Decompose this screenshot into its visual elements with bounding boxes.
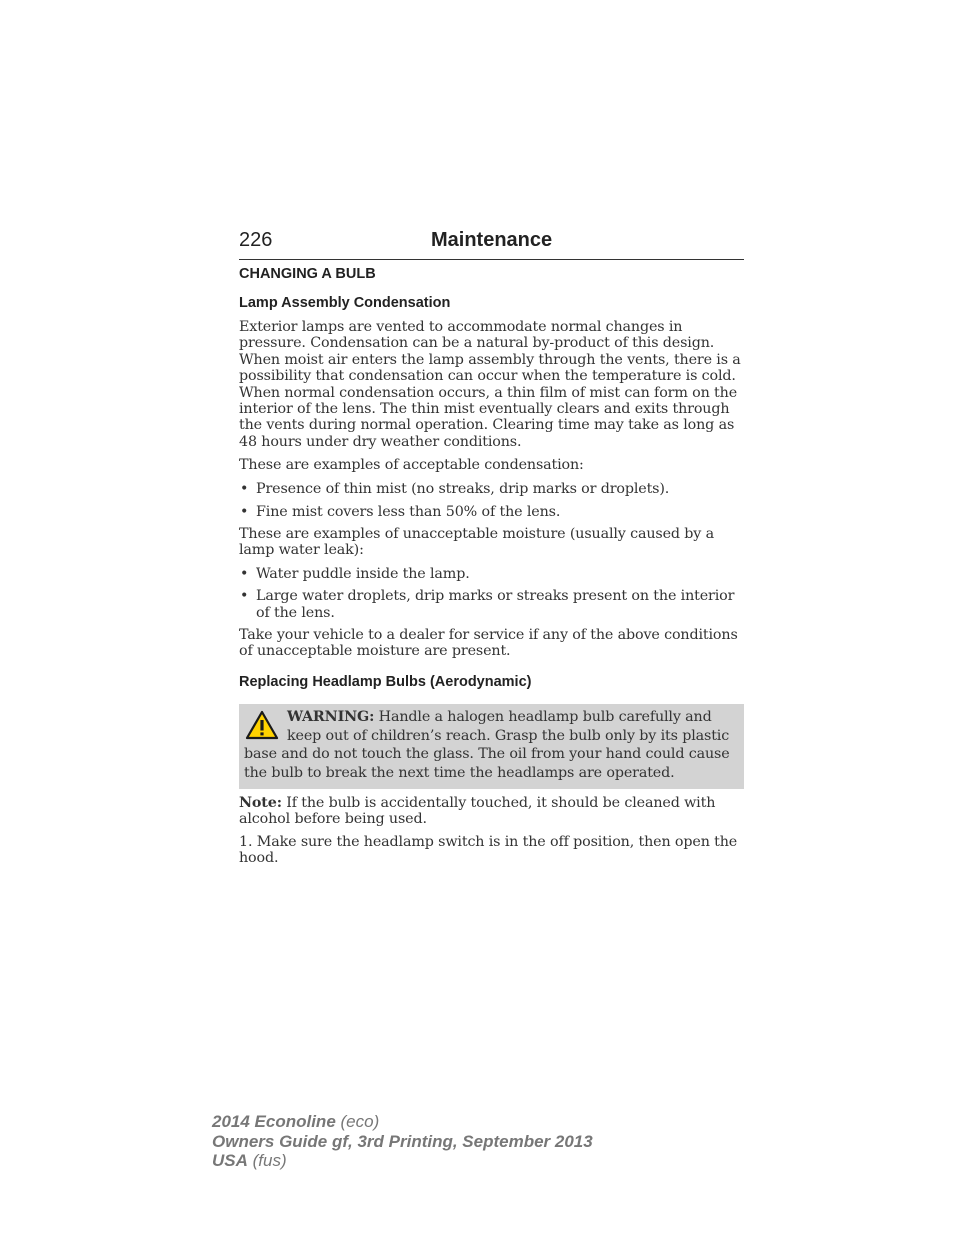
footer-model: 2014 Econoline — [212, 1112, 336, 1131]
page-content — [239, 266, 744, 867]
service-paragraph: Take your vehicle to a dealer for service if any of the above conditions of unacceptable moisture are present. — [239, 627, 738, 660]
note-text: If the bulb is accidentally touched, it should be cleaned with alcohol before being used. — [239, 794, 716, 828]
warning-text: Handle a halogen headlamp bulb carefully and keep out of children’s reach. Grasp the bulb only by its plastic base and do not touch the glass. The oil from your hand could cause the bulb to break the next time the headlamps are operated. — [244, 708, 730, 781]
warning-box — [239, 704, 744, 789]
note-label: Note: — [239, 794, 282, 811]
acceptable-intro: These are examples of acceptable condensation: — [239, 457, 584, 474]
section-title: CHANGING A BULB — [239, 266, 376, 282]
warning-triangle-icon — [245, 710, 279, 740]
page-footer — [212, 1112, 593, 1171]
lamp-condensation-heading: Lamp Assembly Condensation — [239, 295, 451, 311]
bullet-icon: • — [240, 565, 249, 582]
headlamp-heading: Replacing Headlamp Bulbs (Aerodynamic) — [239, 673, 532, 690]
page-header — [239, 229, 744, 260]
unacceptable-list — [239, 566, 744, 621]
warning-paragraph — [244, 708, 739, 783]
acceptable-list — [239, 481, 744, 520]
list-item: • Presence of thin mist (no streaks, drip marks or droplets). — [240, 480, 670, 497]
footer-guide-line — [212, 1132, 593, 1152]
list-item: • Water puddle inside the lamp. — [240, 565, 470, 582]
list-item: • Large water droplets, drip marks or streaks present on the interior of the lens. — [240, 588, 735, 621]
step-1: 1. Make sure the headlamp switch is in the off position, then open the hood. — [239, 833, 738, 867]
page-title: Maintenance — [431, 229, 553, 251]
unacceptable-intro: These are examples of unacceptable moisture (usually caused by a lamp water leak): — [239, 525, 715, 559]
footer-region: USA — [212, 1151, 248, 1170]
bullet-icon: • — [240, 480, 249, 497]
page-number: 226 — [239, 229, 273, 251]
warning-label: WARNING: — [287, 708, 375, 725]
bullet-icon: • — [240, 503, 249, 520]
footer-guide: Owners Guide gf, 3rd Printing, September 2013 — [212, 1131, 593, 1151]
footer-model-line — [212, 1112, 593, 1132]
condensation-intro-paragraph: Exterior lamps are vented to accommodate normal changes in pressure. Condensation can be a natural by-product of this design. When moist air enters the lamp assembly through the vents, there is a possibility that condensation can occur when the temperature is cold. When normal condensation occurs, a thin film of mist can form on the interior of the lens. The thin mist eventually clears and exits through the vents during normal operation. Clearing time may take as long as 48 hours under dry weather conditions. — [239, 319, 741, 450]
footer-region-code: (fus) — [252, 1151, 287, 1170]
note-paragraph — [239, 795, 744, 828]
bullet-icon: • — [240, 588, 249, 605]
footer-model-code: (eco) — [340, 1112, 380, 1131]
list-item: • Fine mist covers less than 50% of the lens. — [240, 503, 561, 520]
footer-region-line — [212, 1151, 593, 1171]
